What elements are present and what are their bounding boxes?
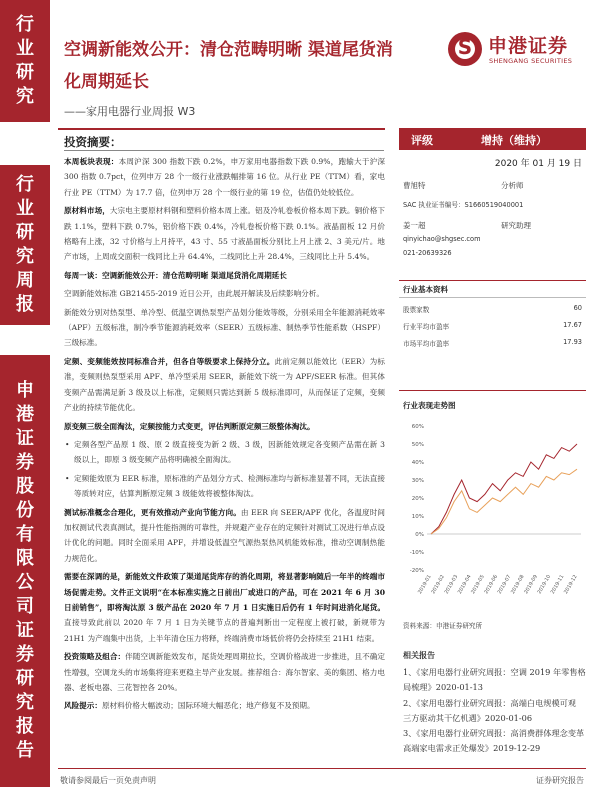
- related-item[interactable]: 2、《家用电器行业研究周报：高端白电规模可观 三方驱动其干亿机遇》2020-01-06: [403, 697, 577, 723]
- sidebar-label-3: 申港证券股份有限公司证券研究报告: [16, 380, 34, 761]
- rating-label: 评级: [411, 134, 433, 147]
- basic-value-market-pe: 17.93: [563, 338, 582, 346]
- summary-paragraph: [64, 569, 385, 646]
- industry-trend-chart: [399, 420, 586, 616]
- analyst-2-email: qinyichao@shgsec.com: [403, 235, 481, 243]
- logo-text: 申港证券: [488, 35, 569, 57]
- analyst-1-name: 曹旭特: [403, 181, 426, 190]
- analyst-2-role: 研究助理: [501, 221, 531, 230]
- main-top-rule: [58, 128, 385, 130]
- summary-bullet: • 定频各型产品原 1 级、原 2 级直接变为新 2 级、3 级，因新能效规定各变频产品需在新 3 级以上，即原 3 级变频产品将明确被全面淘汰。: [64, 437, 385, 468]
- sidebar-block-weekly: [0, 165, 50, 325]
- company-logo: [448, 30, 576, 70]
- x-tick-label: 2019-02: [430, 574, 447, 596]
- summary-paragraph: [64, 649, 385, 695]
- related-item[interactable]: 3、《家用电器行业研究周报：高消费群体理念变革 高端家电需求正处爆发》2019-12-29: [403, 728, 585, 754]
- paragraph-text: 伴随空调新能效发布，尾货处理周期拉长，空调价格战进一步推进，且不确定性增强，空调龙头的市场集将迎来更稳主导产业发展。推荐组合：海尔智家、美的集团、格力电器、老板电器、三花智控各 20%。: [64, 652, 385, 692]
- basic-label-market-pe: 市场平均市盈率: [403, 340, 450, 348]
- footer-label: 证券研究报告: [536, 776, 584, 785]
- x-tick-label: 2019-06: [483, 574, 500, 596]
- analyst-2-phone: 021-20639326: [403, 249, 452, 257]
- x-tick-label: 2019-03: [443, 574, 460, 596]
- paragraph-text: 此前定频以能效比（EER）为标准，变频则热泵型采用 APF、单冷型采用 SEER，新能效下统一为 APF/SEER 标准。但其体变频产品需满足新 3 级及以上标准，定频则只需达到新 5 级标准即可，从而保证了定频，变频产业的持续节能优化。: [64, 356, 385, 413]
- analyst-1-role: 分析师: [501, 181, 524, 190]
- paragraph-lead: 每周一谈：空调新能效公开：清仓范畴明晰 渠道尾货消化周期延长: [64, 270, 287, 280]
- analyst-2-name: 姜一超: [403, 221, 426, 230]
- y-tick-label: 60%: [411, 424, 424, 430]
- summary-paragraph: [64, 305, 385, 351]
- summary-paragraph: [64, 268, 385, 283]
- paragraph-lead: 需要在深调的是，新能效文件政策了渠道尾货库存的消化周期，将显著影响随后一年半的终端市场促需走势。文件正文说明“在本标准实施之日前出厂或进口的产品，可在 2021 年 6 月 30 日前销售”，即将淘汰原 3 级产品在 2020 年 7 月 1 日实施日后仍有 1 年时间进消化尾货。: [64, 572, 385, 612]
- paragraph-lead: 原变频三级全面淘汰，定频按能力式变更，评估判断原定频三级整体淘汰。: [64, 421, 315, 431]
- sidebar-block-industry-research: [0, 0, 50, 122]
- x-tick-label: 2019-11: [549, 574, 566, 596]
- summary-heading: 投资摘要：: [64, 135, 122, 149]
- summary-bullet: • 定频能效原为 EER 标准，原标准的产品划分方式、检测标准均与新标准显著不同，无法直接等质转对应，估算判断原定频 3 级能效将被整体淘汰。: [64, 471, 385, 502]
- x-tick-label: 2019-12: [563, 574, 579, 596]
- paragraph-text: 直接导致此前以 2020 年 7 月 1 日为关键节点的普遍判断出一定程度上被打破，新规带为 21H1 为产端集中出货，上半年清仓压力将释，终端消费市场低价将仍会持续至 21H1 结束。: [64, 618, 385, 643]
- x-tick-label: 2019-08: [509, 574, 526, 596]
- paragraph-lead: 测试标准概念合理化，更有效推动产业向节能方向。: [64, 507, 241, 517]
- series-line-1: [431, 444, 577, 534]
- report-date: 2020 年 01 月 19 日: [494, 159, 582, 169]
- x-tick-label: 2019-04: [456, 574, 473, 596]
- x-tick-label: 2019-09: [523, 574, 539, 596]
- main-column: [58, 128, 385, 768]
- series-line-2: [431, 469, 577, 534]
- footer-rule: [58, 768, 586, 769]
- chart-source: 资料来源：申港证券研究所: [403, 622, 483, 630]
- basic-value-industry-pe: 17.67: [563, 321, 582, 329]
- paragraph-text: 新能效分别对热泵型、单冷型、低温空调热泵型产品划分能效等级，分别采用全年能源消耗效率（APF）五级标准，制冷季节能源消耗效率（SEER）五级标准、制热季节性能系数（HSPF）三级标准。: [64, 307, 385, 348]
- paragraph-lead: 定频、变频能效按同标准合并，但各自等级要求上保持分立。: [64, 356, 275, 366]
- basic-top-rule: [399, 280, 586, 281]
- rating-value: 增持（维持）: [481, 134, 547, 147]
- basic-label-stocks: 股票家数: [403, 306, 430, 314]
- y-tick-label: -10%: [409, 550, 424, 556]
- summary-heading-rule: [64, 150, 384, 151]
- summary-paragraph: [64, 419, 385, 434]
- logo-mark-icon: [448, 32, 482, 66]
- y-tick-label: 40%: [411, 460, 424, 466]
- paragraph-text: 空调新能效标准 GB21455-2019 近日公开，由此展开解读及后续影响分析。: [64, 289, 324, 299]
- related-heading: 相关报告: [403, 650, 435, 660]
- x-tick-label: 2019-01: [417, 574, 433, 596]
- x-tick-label: 2019-10: [536, 574, 553, 596]
- paragraph-text: 原材料价格大幅波动；国际环境大幅恶化；地产修复不及预期。: [101, 701, 315, 711]
- x-tick-label: 2019-07: [496, 574, 513, 596]
- basic-heading-rule: [399, 297, 586, 298]
- report-subtitle: ——家用电器行业周报 W3: [64, 105, 196, 118]
- paragraph-lead: 投资策略及组合：: [64, 652, 126, 662]
- summary-paragraph: [64, 505, 385, 567]
- summary-paragraph: [64, 354, 385, 416]
- y-tick-label: 50%: [411, 442, 424, 448]
- summary-paragraph: [64, 154, 385, 200]
- x-tick-label: 2019-05: [470, 574, 486, 596]
- y-tick-label: 20%: [411, 496, 424, 502]
- basic-heading: 行业基本资料: [403, 285, 448, 294]
- rating-bar: [399, 128, 586, 150]
- summary-body: [64, 154, 385, 717]
- summary-paragraph: [64, 203, 385, 265]
- sidebar-label-1: 行业研究: [16, 14, 34, 107]
- related-item[interactable]: 1、《家用电器行业研究周报：空调 2019 年零售格局梳理》2020-01-13: [403, 667, 586, 693]
- paragraph-text: 大宗电主要原材料钢和塑料价格本周上涨。铝及冷轧卷板价格本周下跌。铜价格下跌 1.1%，塑料下跌 0.7%，铝价格下跌 0.4%，冷轧卷板价格下跌 0.1%。液晶面板 12 月价格略有上涨，32 寸价格与上月持平，43 寸、55 寸液晶面板分别比上月上涨 2、3 美元/片。地产市场，上周成交面积一线同比上升 64.4%，二线同比上升 28.4%，三线同比上升 5.4%。: [64, 206, 386, 262]
- y-tick-label: 10%: [411, 514, 424, 520]
- logo-english: SHENGANG SECURITIES: [489, 57, 573, 65]
- paragraph-lead: 风险提示：: [64, 701, 102, 711]
- report-title: 空调新能效公开：清仓范畴明晰 渠道尾货消化周期延长: [64, 40, 393, 92]
- trend-top-rule: [399, 390, 586, 391]
- y-tick-label: 0%: [415, 532, 424, 538]
- paragraph-text: 由 EER 向 SEER/APF 优化，各温度时间加权测试代表真测试，提升性能指测的可靠性，并规避产业存在的定频针对测试工况进行单点设计优化的问题。同时全面采用 APF，并增设低温空气源热泵热风机能效标准，推动空调制热能力规范化。: [64, 507, 385, 563]
- summary-paragraph: [64, 698, 385, 713]
- y-tick-label: -20%: [409, 568, 424, 574]
- trend-heading: 行业表现走势图: [403, 401, 456, 410]
- basic-label-industry-pe: 行业平均市盈率: [403, 323, 450, 331]
- sidebar-block-company: [0, 355, 50, 787]
- paragraph-text: 本周沪深 300 指数下跌 0.2%，申万家用电器指数下跌 0.9%，跑输大于沪深 300 指数 0.7pct，位列申万 28 个一级行业涨跌幅排第 16 位。从行业 PE（TTM）看，家电行业 PE（TTM）为 17.7 倍，位列申万 28 个一级行业的第 19 位，估值仍处较低位。: [64, 157, 386, 197]
- paragraph-lead: 原材料市场，: [64, 206, 110, 216]
- analyst-1-cert: SAC 执业证书编号：S1660519040001: [403, 201, 524, 209]
- basic-value-stocks: 60: [573, 304, 582, 312]
- sidebar-label-2: 行业研究周报: [16, 174, 34, 315]
- left-sidebar: [0, 0, 50, 800]
- paragraph-lead: 本周板块表现：: [64, 157, 119, 166]
- footer-disclaimer: 敬请参阅最后一页免责声明: [60, 776, 156, 785]
- related-reports: [403, 648, 586, 756]
- y-tick-label: 30%: [411, 478, 424, 484]
- summary-paragraph: [64, 286, 385, 301]
